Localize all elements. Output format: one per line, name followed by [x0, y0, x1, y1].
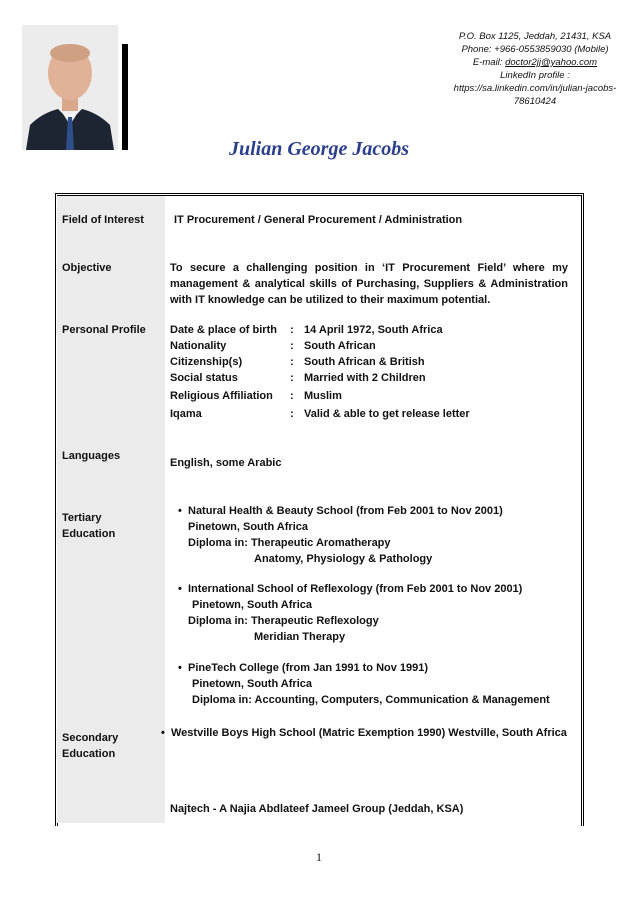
profile-row: [170, 370, 426, 386]
objective-label: Objective: [62, 262, 112, 274]
secondary-label-2: Education: [62, 748, 116, 760]
profile-value: Valid & able to get release letter: [304, 408, 470, 420]
phone: Phone: +966-0553859030 (Mobile): [461, 44, 609, 55]
school-location: Pinetown, South Africa: [192, 678, 312, 690]
employer: Najtech - A Najia Abdlateef Jameel Group (Jeddah, KSA): [170, 803, 464, 815]
contact-block: [440, 30, 630, 108]
email-prefix: E-mail:: [472, 57, 506, 68]
tertiary-label-2: Education: [62, 528, 116, 540]
school-diploma-extra: Meridian Therapy: [254, 631, 346, 643]
profile-key: Citizenship(s): [170, 356, 243, 368]
linkedin-label: LinkedIn profile :: [500, 70, 570, 81]
profile-key: Social status: [170, 372, 238, 384]
profile-value: 14 April 1972, South Africa: [304, 324, 443, 336]
school-title: Natural Health & Beauty School (from Feb 2001 to Nov 2001): [188, 505, 503, 517]
profile-key: Nationality: [170, 340, 227, 352]
profile-row: [170, 354, 425, 370]
profile-value: Married with 2 Children: [304, 372, 426, 384]
tertiary-item: [178, 503, 503, 567]
bullet-icon: •: [178, 505, 182, 517]
linkedin-url-1[interactable]: https://sa.linkedin.com/in/julian-jacobs-: [453, 83, 617, 94]
profile-colon: :: [290, 390, 294, 402]
profile-row: [170, 406, 470, 422]
header-rule: [122, 44, 128, 150]
profile-row: [170, 338, 376, 354]
candidate-name: Julian George Jacobs: [229, 138, 409, 160]
school-location: Pinetown, South Africa: [188, 521, 308, 533]
page-number: 1: [316, 850, 322, 864]
bullet-icon: •: [161, 727, 165, 739]
profile-row: [170, 388, 342, 404]
person-photo-icon: [22, 25, 118, 150]
profile-key: Religious Affiliation: [170, 390, 273, 402]
profile-value: South African & British: [304, 356, 425, 368]
profile-row: [170, 322, 443, 338]
secondary-label-1: Secondary: [62, 732, 119, 744]
field-of-interest-label: Field of Interest: [62, 214, 144, 226]
languages-value: English, some Arabic: [170, 457, 282, 469]
school-diploma: Diploma in: Therapeutic Reflexology: [188, 615, 379, 627]
profile-value: Muslim: [304, 390, 342, 402]
school-title: PineTech College (from Jan 1991 to Nov 1991): [188, 662, 429, 674]
tertiary-item: [178, 581, 523, 645]
email-link[interactable]: doctor2jj@yahoo.com: [505, 57, 598, 68]
profile-colon: :: [290, 324, 294, 336]
school-title: International School of Reflexology (from Feb 2001 to Nov 2001): [188, 583, 523, 595]
secondary-item: [161, 725, 567, 741]
bullet-icon: •: [178, 662, 182, 674]
languages-label: Languages: [62, 450, 121, 462]
objective-value: To secure a challenging position in ‘IT Procurement Field’ where my management & analytical skills of Purchasing, Suppliers & Administration with IT knowledge can be utilized to their maximum potential.: [170, 262, 568, 306]
profile-colon: :: [290, 340, 294, 352]
profile-key: Date & place of birth: [170, 324, 277, 336]
profile-value: South African: [304, 340, 376, 352]
school-diploma: Diploma in: Therapeutic Aromatherapy: [188, 537, 391, 549]
bullet-icon: •: [178, 583, 182, 595]
email-line: [440, 56, 630, 69]
tertiary-item: [178, 660, 550, 708]
school-diploma-extra: Anatomy, Physiology & Pathology: [254, 553, 433, 565]
school-diploma: Diploma in: Accounting, Computers, Communication & Management: [192, 694, 550, 706]
profile-colon: :: [290, 372, 294, 384]
secondary-school: Westville Boys High School (Matric Exemption 1990) Westville, South Africa: [171, 727, 567, 739]
field-of-interest-value: IT Procurement / General Procurement / Administration: [174, 214, 463, 226]
address: P.O. Box 1125, Jeddah, 21431, KSA: [458, 31, 612, 42]
personal-profile-label: Personal Profile: [62, 324, 146, 336]
linkedin-url-2[interactable]: 78610424: [513, 96, 557, 107]
profile-colon: :: [290, 408, 294, 420]
school-location: Pinetown, South Africa: [192, 599, 312, 611]
profile-key: Iqama: [170, 408, 202, 420]
profile-colon: :: [290, 356, 294, 368]
tertiary-label-1: Tertiary: [62, 512, 102, 524]
profile-photo: [22, 25, 118, 150]
